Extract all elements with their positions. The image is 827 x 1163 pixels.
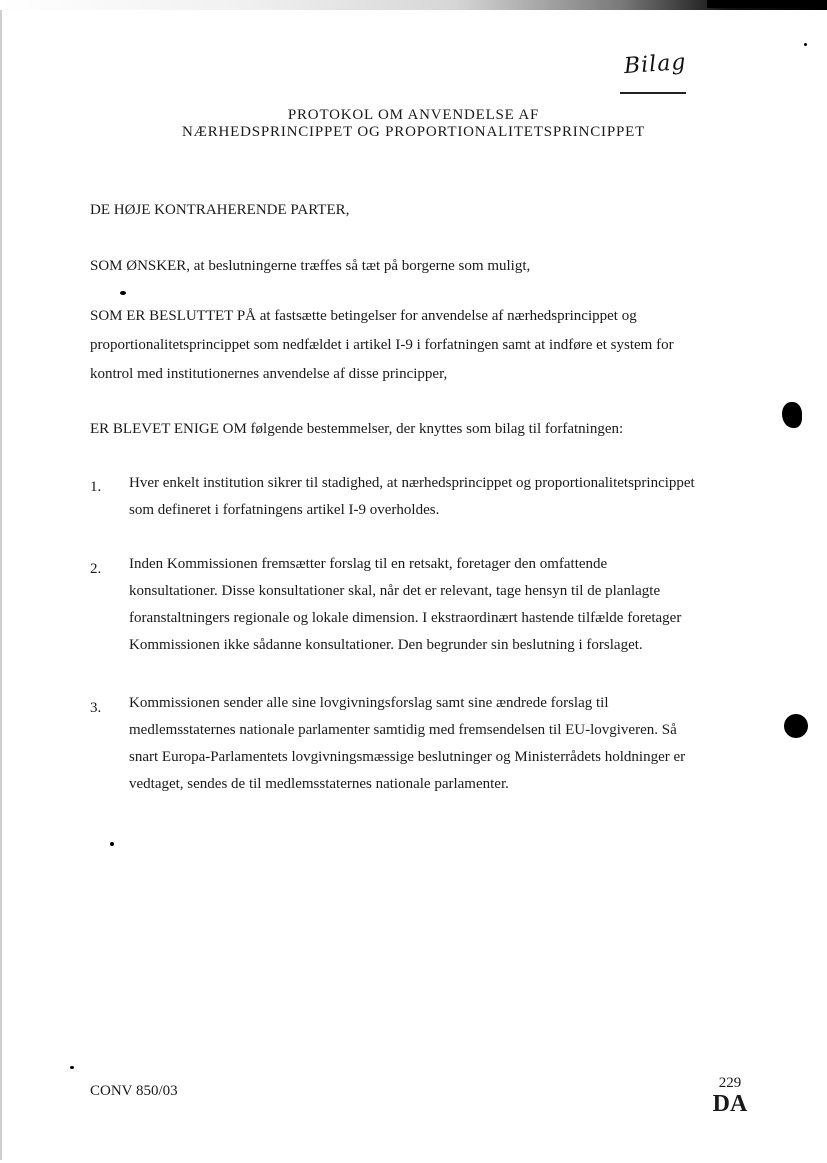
- scan-left-edge: [0, 10, 2, 1160]
- scan-speck: [70, 1066, 74, 1069]
- preamble-wishing: SOM ØNSKER, at beslutningerne træffes så tæt på borgerne som muligt,: [90, 258, 531, 274]
- article-line: Kommissionen ikke sådanne konsultationer. Den begrunder sin beslutning i forslaget.: [129, 637, 643, 653]
- scan-top-edge: [0, 0, 827, 10]
- binder-hole-mark: [784, 714, 808, 738]
- article-line: konsultationer. Disse konsultationer skal, når det er relevant, tage hensyn til de planlagte: [129, 583, 661, 599]
- article-line: som defineret i forfatningens artikel I-9 overholdes.: [129, 502, 440, 518]
- binder-hole-mark: [782, 402, 802, 428]
- article-number: 1.: [90, 479, 102, 495]
- article-number: 3.: [90, 700, 102, 716]
- scan-speck: [120, 291, 126, 295]
- page-number: 229: [718, 1075, 742, 1091]
- article-line: medlemsstaternes nationale parlamenter samtidig med fremsendelsen til EU-lovgiveren. Så: [129, 722, 677, 738]
- article-number: 2.: [90, 561, 102, 577]
- scan-speck: [804, 43, 807, 46]
- handwritten-underline: [620, 92, 686, 94]
- article-line: foranstaltningers regionale og lokale dimension. I ekstraordinært hastende tilfælde foretager: [129, 610, 682, 626]
- language-code: DA: [712, 1091, 748, 1117]
- preamble-resolved-line: SOM ER BESLUTTET PÅ at fastsætte betingelser for anvendelse af nærhedsprincippet og: [90, 308, 637, 324]
- handwritten-annotation: Bilag: [623, 49, 688, 80]
- preamble-agreed: ER BLEVET ENIGE OM følgende bestemmelser, der knyttes som bilag til forfatningen:: [90, 421, 624, 437]
- preamble-resolved-line: proportionalitetsprincippet som nedfældet i artikel I-9 i forfatningen samt at indføre et system for: [90, 337, 674, 353]
- preamble-resolved-line: kontrol med institutionernes anvendelse af disse principper,: [90, 366, 448, 382]
- article-line: snart Europa-Parlamentets lovgivningsmæssige beslutninger og Ministerrådets holdninger er: [129, 749, 686, 765]
- document-reference: CONV 850/03: [90, 1083, 178, 1099]
- preamble-parties: DE HØJE KONTRAHERENDE PARTER,: [90, 202, 350, 218]
- article-line: vedtaget, sendes de til medlemsstaternes nationale parlamenter.: [129, 776, 509, 792]
- article-line: Hver enkelt institution sikrer til stadighed, at nærhedsprincippet og proportionalitetsprincippet: [129, 475, 695, 491]
- document-title-line-1: PROTOKOL OM ANVENDELSE AF: [287, 107, 540, 123]
- article-line: Inden Kommissionen fremsætter forslag til en retsakt, foretager den omfattende: [129, 556, 608, 572]
- document-title-line-2: NÆRHEDSPRINCIPPET OG PROPORTIONALITETSPRINCIPPET: [181, 124, 646, 140]
- article-line: Kommissionen sender alle sine lovgivningsforslag samt sine ændrede forslag til: [129, 695, 609, 711]
- scan-speck: [110, 842, 114, 846]
